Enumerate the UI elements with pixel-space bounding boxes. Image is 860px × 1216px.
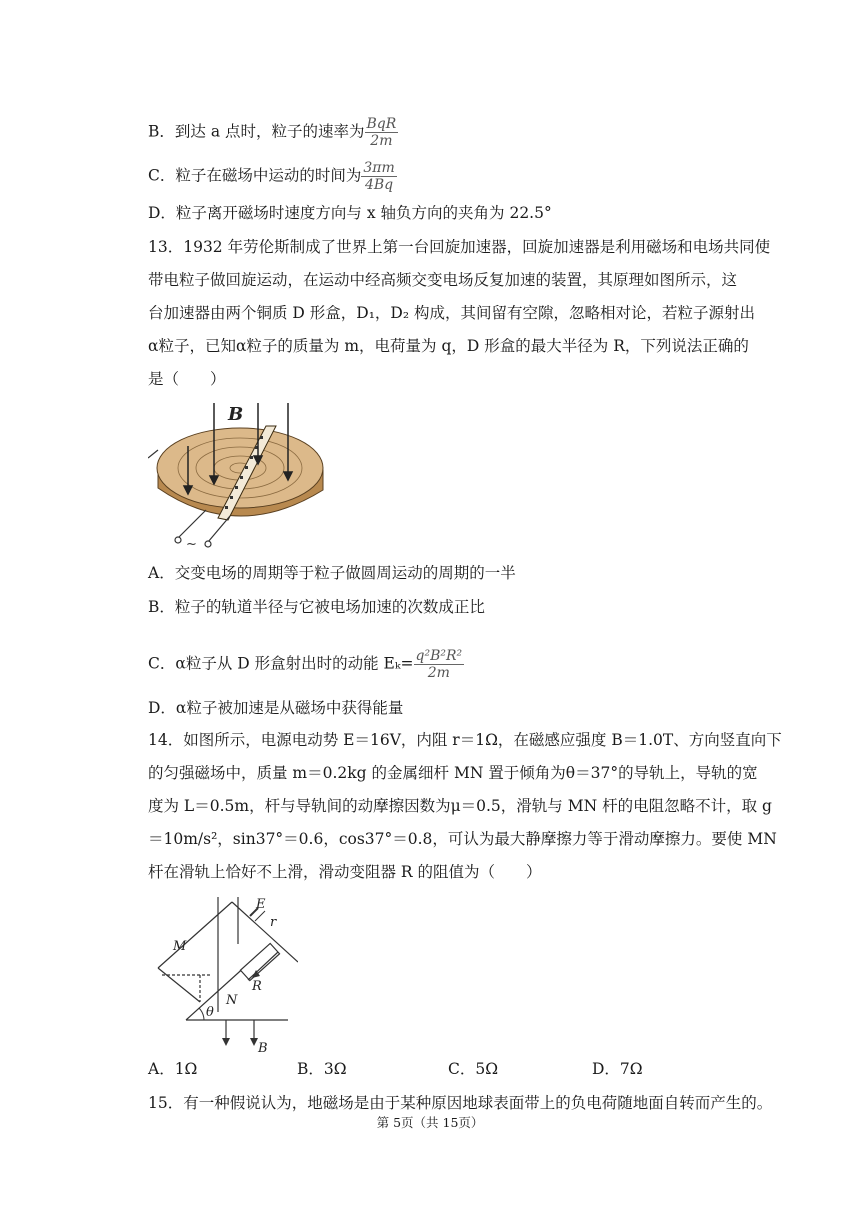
q12-option-b-text: B．到达 a 点时，粒子的速率为	[148, 122, 365, 141]
q14-option-c: C．5Ω	[448, 1060, 499, 1078]
q12-option-b	[148, 116, 398, 149]
fraction-denominator: 2m	[370, 133, 393, 149]
q14-option-a: A．1Ω	[148, 1060, 198, 1078]
page-footer: 第 5页（共 15页）	[376, 1115, 484, 1130]
q13-option-a: A．交变电场的周期等于粒子做圆周运动的周期的一半	[148, 564, 516, 582]
q14-line-1: 14．如图所示，电源电动势 E＝16V，内阻 r＝1Ω，在磁感应强度 B＝1.0T、方向竖直向下	[148, 731, 782, 749]
label-n: N	[226, 993, 238, 1008]
q14-option-b: B．3Ω	[297, 1060, 347, 1078]
label-e: E	[256, 897, 266, 912]
q13-line-3: 台加速器由两个铜质 D 形盒，D₁，D₂ 构成，其间留有空隙，忽略相对论，若粒子源射出	[148, 304, 755, 322]
ac-source-label: ~	[186, 537, 197, 550]
q13-option-d: D．α粒子被加速是从磁场中获得能量	[148, 699, 404, 717]
q13-option-c	[148, 648, 464, 681]
label-r-internal: r	[270, 915, 277, 930]
q14-line-3: 度为 L＝0.5m，杆与导轨间的动摩擦因数为μ＝0.5，滑轨与 MN 杆的电阻忽略不计，取 g	[148, 797, 772, 815]
q12-option-c-fraction	[361, 160, 396, 193]
label-theta: θ	[206, 1005, 214, 1020]
label-r-rheostat: R	[252, 979, 262, 994]
fraction-denominator: 4Bq	[364, 177, 394, 193]
q12-option-b-fraction	[365, 116, 399, 149]
fraction-numerator: BqR	[366, 116, 397, 132]
field-label-b: B	[228, 404, 244, 425]
q12-option-c-text: C．粒子在磁场中运动的时间为	[148, 166, 362, 185]
label-m: M	[173, 939, 187, 954]
q14-line-4: ＝10m/s²，sin37°＝0.6，cos37°＝0.8，可认为最大静摩擦力等于滑动摩擦力。要使 MN	[148, 830, 777, 848]
q13-option-c-text: C．α粒子从 D 形盒射出时的动能 Eₖ=	[148, 654, 414, 673]
q13-line-2: 带电粒子做回旋运动，在运动中经高频交变电场反复加速的装置，其原理如图所示，这	[148, 271, 738, 289]
q13-line-1: 13．1932 年劳伦斯制成了世界上第一台回旋加速器，回旋加速器是利用磁场和电场共同使	[148, 238, 771, 256]
q14-line-2: 的匀强磁场中，质量 m＝0.2kg 的金属细杆 MN 置于倾角为θ＝37°的导轨上，导轨的宽	[148, 764, 758, 782]
label-b: B	[258, 1041, 268, 1052]
q14-line-5: 杆在滑轨上恰好不上滑，滑动变阻器 R 的阻值为（ ）	[148, 863, 542, 881]
q15-line-1: 15．有一种假说认为，地磁场是由于某种原因地球表面带上的负电荷随地面自转而产生的。	[148, 1094, 773, 1112]
fraction-denominator: 2m	[427, 665, 450, 681]
q12-option-d: D．粒子离开磁场时速度方向与 x 轴负方向的夹角为 22.5°	[148, 204, 552, 222]
q13-line-4: α粒子，已知α粒子的质量为 m，电荷量为 q，D 形盒的最大半径为 R，下列说法正确的	[148, 337, 749, 355]
q13-line-5: 是（ ）	[148, 370, 226, 388]
fraction-numerator: 3πm	[363, 160, 395, 176]
q14-option-d: D．7Ω	[592, 1060, 643, 1078]
q13-option-c-fraction	[414, 648, 465, 681]
q12-option-c	[148, 160, 397, 193]
cyclotron-figure	[148, 398, 338, 550]
q13-option-b: B．粒子的轨道半径与它被电场加速的次数成正比	[148, 598, 485, 616]
incline-rail-figure	[148, 892, 298, 1052]
fraction-numerator: q²B²R²	[415, 648, 463, 664]
